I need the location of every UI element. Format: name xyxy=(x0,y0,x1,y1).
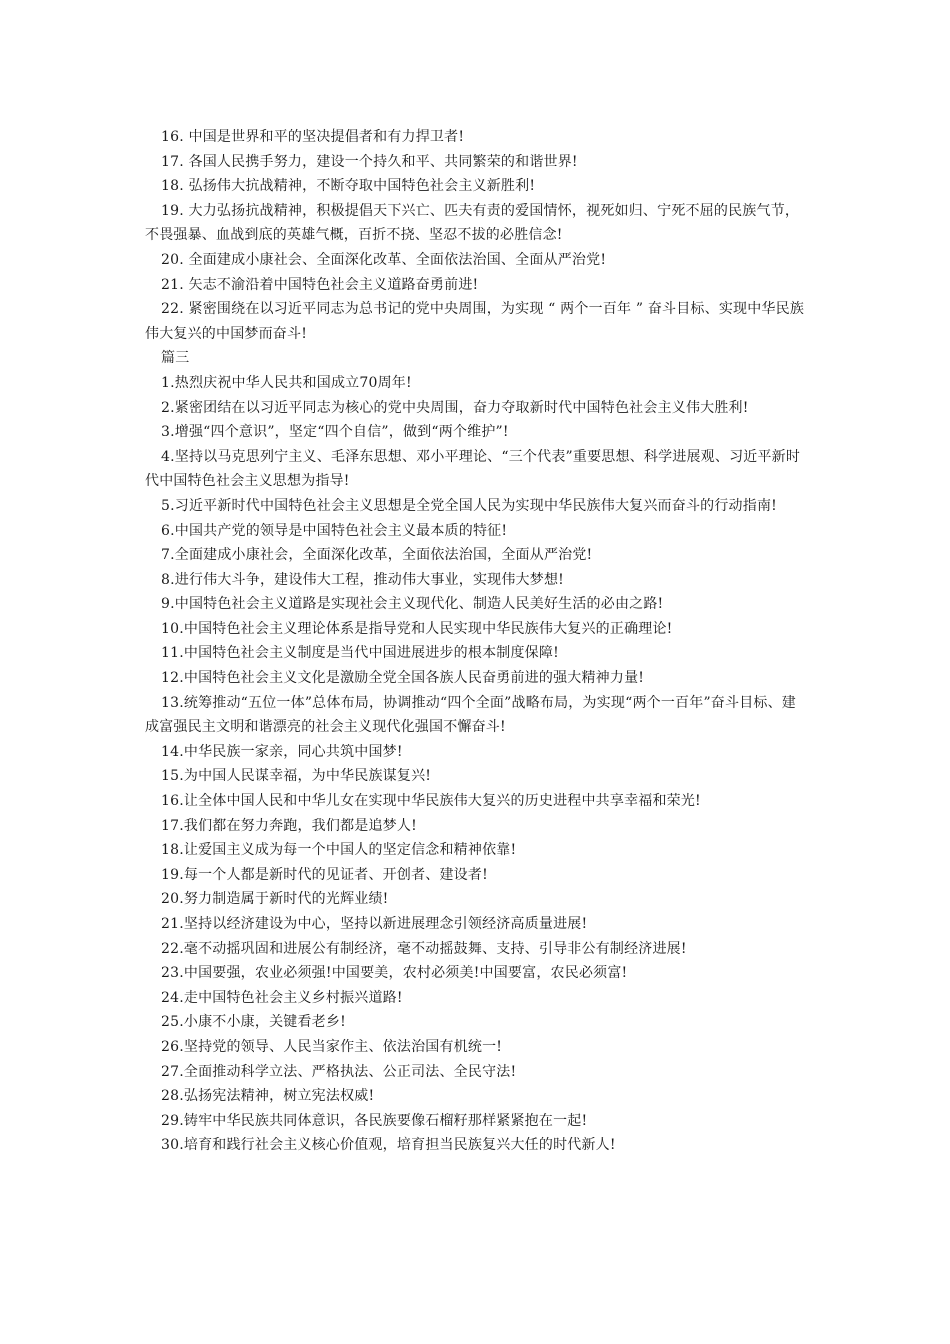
document-body xyxy=(145,125,810,1158)
paragraph: 4.坚持以马克思列宁主义、毛泽东思想、邓小平理论、“三个代表”重要思想、科学进展观、习近平新时代中国特色社会主义思想为指导! xyxy=(145,448,801,490)
paragraph: 19. 大力弘扬抗战精神，积极提倡天下兴亡、匹夫有责的爱国情怀，视死如归、宁死不屈的民族气节，不畏强暴、血战到底的英雄气概，百折不挠、坚忍不拔的必胜信念! xyxy=(145,202,800,244)
paragraph: 20.努力制造属于新时代的光辉业绩! xyxy=(161,891,389,908)
paragraph: 1.热烈庆祝中华人民共和国成立70周年! xyxy=(161,374,412,391)
section-heading: 篇三 xyxy=(161,350,190,367)
paragraph: 16. 中国是世界和平的坚决提倡者和有力捍卫者! xyxy=(161,129,465,145)
paragraph: 27.全面推动科学立法、严格执法、公正司法、全民守法! xyxy=(161,1063,517,1080)
paragraph: 12.中国特色社会主义文化是激励全党全国各族人民奋勇前进的强大精神力量! xyxy=(161,670,645,687)
paragraph: 16.让全体中国人民和中华儿女在实现中华民族伟大复兴的历史进程中共享幸福和荣光! xyxy=(161,793,701,810)
paragraph: 11.中国特色社会主义制度是当代中国进展进步的根本制度保障! xyxy=(161,645,559,662)
paragraph: 24.走中国特色社会主义乡村振兴道路! xyxy=(161,989,403,1006)
paragraph: 29.铸牢中华民族共同体意识，各民族要像石榴籽那样紧紧抱在一起! xyxy=(161,1112,588,1129)
paragraph: 18.让爱国主义成为每一个中国人的坚定信念和精神依靠! xyxy=(161,842,517,859)
paragraph: 22.毫不动摇巩固和进展公有制经济，毫不动摇鼓舞、支持、引导非公有制经济进展! xyxy=(161,940,687,957)
paragraph: 3.增强“四个意识”，坚定“四个自信”，做到“两个维护”! xyxy=(161,424,509,441)
paragraph: 23.中国要强，农业必须强!中国要美，农村必须美!中国要富，农民必须富! xyxy=(161,965,628,982)
paragraph: 2.紧密团结在以习近平同志为核心的党中央周围，奋力夺取新时代中国特色社会主义伟大胜利! xyxy=(161,399,749,416)
paragraph: 10.中国特色社会主义理论体系是指导党和人民实现中华民族伟大复兴的正确理论! xyxy=(161,620,673,637)
paragraph: 8.进行伟大斗争，建设伟大工程，推动伟大事业，实现伟大梦想! xyxy=(161,571,564,588)
paragraph: 17.我们都在努力奔跑，我们都是追梦人! xyxy=(161,817,417,834)
paragraph: 21. 矢志不渝沿着中国特色社会主义道路奋勇前进! xyxy=(161,276,479,293)
paragraph: 30.培育和践行社会主义核心价值观，培育担当民族复兴大任的时代新人! xyxy=(161,1137,616,1154)
paragraph: 21.坚持以经济建设为中心，坚持以新进展理念引领经济高质量进展! xyxy=(161,916,588,932)
paragraph: 15.为中国人民谋幸福，为中华民族谋复兴! xyxy=(161,768,432,785)
paragraph: 17. 各国人民携手努力，建设一个持久和平、共同繁荣的和谐世界! xyxy=(161,153,578,170)
paragraph: 9.中国特色社会主义道路是实现社会主义现代化、制造人民美好生活的必由之路! xyxy=(161,596,664,613)
paragraph: 18. 弘扬伟大抗战精神，不断夺取中国特色社会主义新胜利! xyxy=(161,178,536,195)
paragraph: 14.中华民族一家亲，同心共筑中国梦! xyxy=(161,743,403,760)
paragraph: 5.习近平新时代中国特色社会主义思想是全党全国人民为实现中华民族伟大复兴而奋斗的行动指南! xyxy=(161,497,777,514)
paragraph: 22. 紧密围绕在以习近平同志为总书记的党中央周围，为实现 “ 两个一百年 ” 奋斗目标、实现中华民族伟大复兴的中国梦而奋斗! xyxy=(145,301,805,342)
paragraph: 26.坚持党的领导、人民当家作主、依法治国有机统一! xyxy=(161,1038,503,1055)
paragraph: 19.每一个人都是新时代的见证者、开创者、建设者! xyxy=(161,866,488,883)
paragraph: 6.中国共产党的领导是中国特色社会主义最本质的特征! xyxy=(161,522,508,539)
paragraph: 13.统筹推动“五位一体”总体布局，协调推动“四个全面”战略布局，为实现“两个一百年”奋斗目标、建成富强民主文明和谐漂亮的社会主义现代化强国不懈奋斗! xyxy=(145,694,797,736)
paragraph: 28.弘扬宪法精神，树立宪法权威! xyxy=(161,1088,375,1105)
paragraph: 7.全面建成小康社会，全面深化改革，全面依法治国，全面从严治党! xyxy=(161,547,593,564)
paragraph: 25.小康不小康，关键看老乡! xyxy=(161,1014,346,1031)
paragraph: 20. 全面建成小康社会、全面深化改革、全面依法治国、全面从严治党! xyxy=(161,251,607,268)
